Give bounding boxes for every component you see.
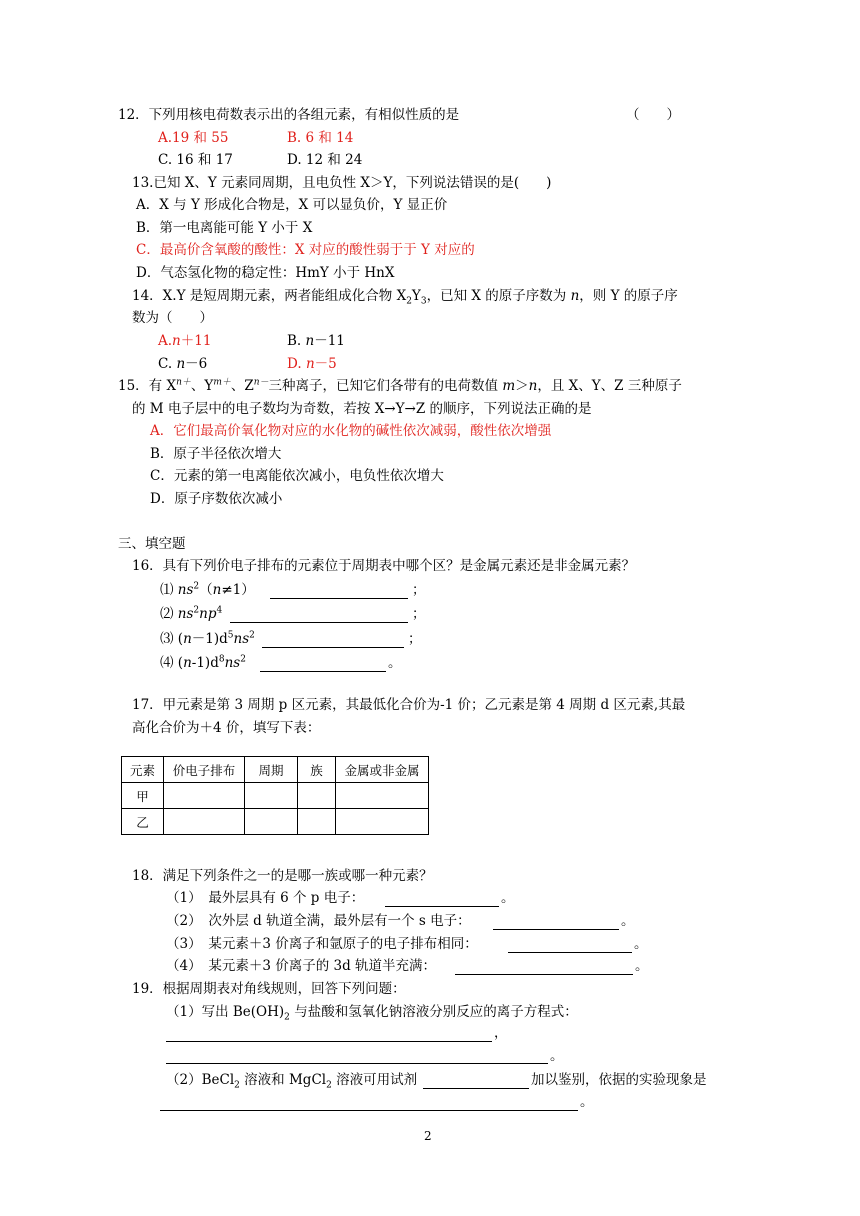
q16-item-2-sup2: 4 [216, 605, 223, 616]
q16-item-2-semicolon: ； [412, 606, 426, 622]
q14-b-label: B. [287, 333, 302, 349]
q14-b-n: n [305, 333, 315, 349]
q15-sup-z [254, 378, 269, 388]
q16-item-2-sup1: 2 [193, 605, 200, 616]
q19-answer-1a-blank[interactable] [166, 1027, 492, 1042]
q16-item-3-semicolon: ； [408, 631, 422, 647]
q16-item-4-sup1: 8 [218, 654, 225, 665]
q14-option-a [158, 332, 211, 350]
q14-d-label: D. [287, 356, 302, 372]
q14-stem-text-a: 14．X.Y 是短周期元素，两者能组成化合物 X [132, 288, 407, 304]
q15-sup-y-text: m＋ [213, 377, 231, 388]
q15-gt: ＞ [515, 378, 529, 394]
q18-item-2-period: 。 [621, 913, 635, 929]
q16-answer-1-blank[interactable] [270, 584, 408, 599]
q12-option-d: D. 12 和 24 [287, 152, 363, 168]
q17-stem-line1: 17．甲元素是第 3 周期 p 区元素，其最低化合价为-1 价；乙元素是第 4 周期 d 区元素,其最 [132, 697, 686, 713]
q12-stem: 12．下列用核电荷数表示出的各组元素，有相似性质的是 [118, 107, 460, 123]
q18-answer-4-blank[interactable] [455, 960, 633, 975]
q18-answer-2-blank[interactable] [493, 915, 619, 930]
q16-item-1-num: ⑴ [160, 582, 174, 598]
q14-b-val: －11 [314, 333, 345, 349]
q15-text-a: 15．有 X [118, 378, 177, 394]
q16-answer-4-blank[interactable] [260, 657, 386, 672]
q15-sup-x-text: n＋ [176, 377, 191, 388]
q19-part-2-sub2: 2 [326, 1080, 332, 1091]
q14-sub-2: 2 [406, 296, 412, 307]
q16-item-3-sup1: 5 [227, 630, 234, 641]
q15-sup-x [176, 378, 191, 388]
q19-phenomenon-blank[interactable] [160, 1096, 578, 1111]
q14-a-val: ＋11 [180, 333, 212, 349]
q16-item-4 [160, 654, 246, 672]
q19-part-1-text-b: 与盐酸和氢氧化钠溶液分别反应的离子方程式： [289, 1004, 578, 1020]
table-header-cell: 族 [298, 757, 336, 783]
q19-part-1-text-a: （1）写出 Be(OH) [166, 1004, 285, 1020]
q15-sup-z-text: n－ [253, 377, 269, 388]
q14-option-b [287, 332, 345, 350]
q15-text-d: 三种离子，已知它们各带有的电荷数值 [268, 378, 499, 394]
q13-option-c: C．最高价含氧酸的酸性：X 对应的酸性弱于于 Y 对应的 [136, 242, 475, 258]
q13-option-a: A．X 与 Y 形成化合物是，X 可以显负价，Y 显正价 [136, 197, 448, 213]
q15-sup-y [213, 378, 231, 388]
q15-option-a: A．它们最高价氧化物对应的水化物的碱性依次减弱，酸性依次增强 [150, 423, 552, 439]
table-row-label: 甲 [122, 783, 164, 809]
q14-stem-line1 [132, 287, 678, 305]
table-header-row [122, 757, 429, 783]
table-cell-input[interactable] [336, 783, 429, 809]
table-header-cell: 元素 [122, 757, 164, 783]
table-cell-input[interactable] [336, 809, 429, 835]
q12-option-b: B. 6 和 14 [287, 130, 354, 146]
q14-d-val: －5 [314, 356, 337, 372]
q16-item-1 [160, 581, 255, 599]
q19-part-1-period: 。 [550, 1048, 564, 1064]
table-header-cell: 价电子排布 [164, 757, 245, 783]
q16-item-4-period: 。 [388, 655, 402, 671]
q15-n-var: n [528, 378, 538, 394]
q12-option-a: A.19 和 55 [158, 130, 229, 146]
q17-answer-table [121, 756, 429, 835]
q16-item-3-ns: ns [233, 631, 250, 647]
q16-item-4-n: n [183, 655, 192, 671]
q19-reagent-blank[interactable] [423, 1074, 529, 1089]
q18-answer-1-blank[interactable] [385, 892, 499, 907]
page-number: 2 [424, 1129, 432, 1143]
q17-stem-line2: 高化合价为＋4 价，填写下表： [132, 720, 321, 736]
table-header-cell: 周期 [245, 757, 298, 783]
q14-sub-3: 3 [420, 296, 427, 307]
q16-item-3-paren: ( [177, 631, 184, 647]
q14-stem-line2: 数为（ ） [132, 310, 213, 326]
table-cell-input[interactable] [164, 809, 245, 835]
q13-stem: 13.已知 X、Y 元素同周期，且电负性 X＞Y，下列说法错误的是( ) [132, 175, 552, 191]
q16-item-3 [160, 630, 255, 648]
q14-n-var: n [570, 288, 580, 304]
q12-option-c: C. 16 和 17 [158, 152, 233, 168]
q16-item-2-num: ⑵ [160, 606, 174, 622]
q16-item-1-sup: 2 [193, 581, 200, 592]
q19-part-1-sub: 2 [284, 1012, 290, 1023]
q16-item-4-d: -1)d [191, 655, 219, 671]
q19-stem: 19．根据周期表对角线规则，回答下列问题： [132, 981, 406, 997]
q15-text-e: ，且 X、Y、Z 三种原子 [537, 378, 682, 394]
section-fill-in-heading: 三、填空题 [118, 536, 186, 552]
q16-item-3-sup2: 2 [249, 630, 255, 641]
q19-part-2-text-a: （2）BeCl [166, 1072, 235, 1088]
q18-item-1-period: 。 [501, 890, 515, 906]
q15-option-b: B．原子半径依次增大 [150, 446, 282, 462]
q19-part-2-sub1: 2 [234, 1080, 240, 1091]
q13-option-d: D．气态氢化物的稳定性：HmY 小于 HnX [136, 265, 395, 281]
q18-item-1: （1） 最外层具有 6 个 p 电子： [166, 890, 365, 906]
q16-item-4-num: ⑷ [160, 655, 174, 671]
q14-stem-text-c: ，则 Y 的原子序 [579, 288, 678, 304]
q14-option-c [158, 355, 207, 373]
q15-option-c: C．元素的第一电离能依次减小，电负性依次增大 [150, 468, 444, 484]
q18-item-4-period: 。 [635, 958, 649, 974]
q16-item-3-n: n [183, 631, 192, 647]
q16-item-3-d: －1)d [191, 631, 228, 647]
table-row [122, 783, 429, 809]
q19-part-1 [166, 1003, 578, 1021]
q14-d-n: n [305, 356, 315, 372]
q19-part-2-text-c: 溶液可用试剂 [331, 1072, 418, 1088]
q15-m-var: m [502, 378, 516, 394]
q16-item-1-semicolon: ； [412, 582, 426, 598]
q18-stem: 18．满足下列条件之一的是哪一族或哪一种元素？ [132, 868, 433, 884]
table-cell-input[interactable] [245, 809, 298, 835]
q16-item-4-paren: ( [177, 655, 184, 671]
q19-answer-1b-blank[interactable] [166, 1049, 548, 1064]
q16-item-2 [160, 605, 222, 623]
q15-text-b: 、Y [190, 378, 214, 394]
q14-a-n: n [172, 333, 181, 349]
q18-item-4: （4） 某元素＋3 价离子的 3d 轨道半充满： [166, 958, 437, 974]
q14-y: Y [411, 288, 421, 304]
table-cell-input[interactable] [298, 809, 336, 835]
q15-stem-line1 [118, 377, 682, 395]
q16-item-4-sup2: 2 [240, 654, 246, 665]
q15-stem-line2: 的 M 电子层中的电子数均为奇数，若按 X→Y→Z 的顺序，下列说法正确的是 [132, 401, 592, 417]
q16-item-2-ns: ns [177, 606, 194, 622]
q19-part-2-text-b: 溶液和 MgCl [239, 1072, 327, 1088]
q15-option-d: D．原子序数依次减小 [150, 491, 283, 507]
q18-item-3: （3） 某元素＋3 价离子和氩原子的电子排布相同： [166, 936, 478, 952]
table-cell-input[interactable] [245, 783, 298, 809]
q16-answer-3-blank[interactable] [262, 633, 404, 648]
q12-answer-paren: （ ） [626, 107, 680, 123]
q16-answer-2-blank[interactable] [230, 608, 408, 623]
q19-part-2-text-d: 加以鉴别，依据的实验现象是 [531, 1072, 707, 1088]
q19-part-2 [166, 1071, 417, 1089]
q15-text-c: 、Z [230, 378, 254, 394]
q16-item-3-num: ⑶ [160, 631, 174, 647]
q19-comma: ， [494, 1025, 508, 1041]
q16-item-1-cond-n: n [212, 582, 222, 598]
table-row [122, 809, 429, 835]
q16-item-4-ns: ns [224, 655, 241, 671]
q14-option-d [287, 355, 337, 373]
q14-c-label: C. [158, 356, 173, 372]
q19-part-2-period: 。 [580, 1094, 594, 1110]
table-row-label: 乙 [122, 809, 164, 835]
q16-item-2-np: np [199, 606, 217, 622]
table-header-cell: 金属或非金属 [336, 757, 429, 783]
q16-stem: 16．具有下列价电子排布的元素位于周期表中哪个区？是金属元素还是非金属元素？ [132, 558, 636, 574]
table-cell-input[interactable] [164, 783, 245, 809]
table-cell-input[interactable] [298, 783, 336, 809]
q16-item-1-ns: ns [177, 582, 194, 598]
q14-a-label: A. [158, 333, 173, 349]
q14-stem-text-b: ，已知 X 的原子序数为 [426, 288, 567, 304]
q18-item-2: （2） 次外层 d 轨道全满，最外层有一个 s 电子： [166, 913, 471, 929]
q18-answer-3-blank[interactable] [508, 938, 632, 953]
q14-c-val: －6 [185, 356, 208, 372]
q16-item-1-cond-a: （ [199, 582, 213, 598]
q18-item-3-period: 。 [634, 936, 648, 952]
q14-c-n: n [176, 356, 186, 372]
q16-item-1-cond-b: ≠1） [221, 582, 255, 598]
q13-option-b: B．第一电离能可能 Y 小于 X [136, 220, 313, 236]
